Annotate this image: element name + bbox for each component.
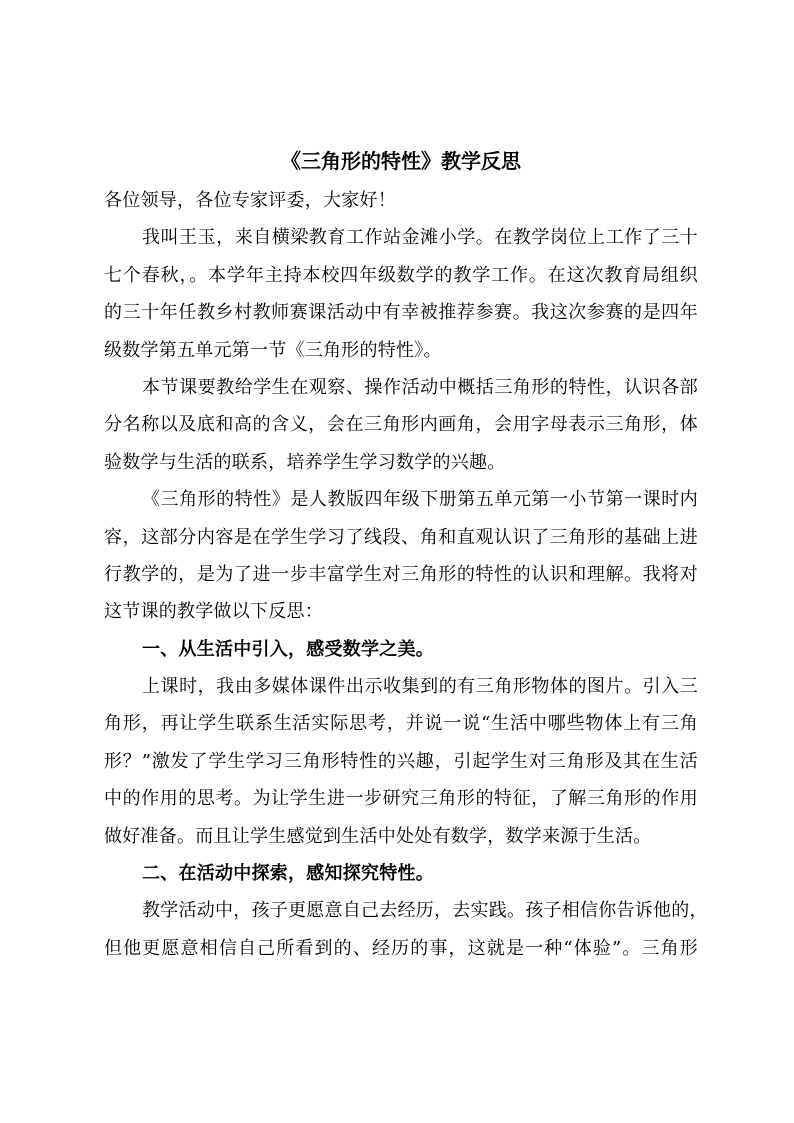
paragraph-line: 形？”激发了学生学习三角形特性的兴趣，引起学生对三角形及其在生活 xyxy=(104,750,698,772)
paragraph-line: 但他更愿意相信自己所看到的、经历的事，这就是一种“体验”。三角形 xyxy=(104,937,698,959)
paragraph-line: 验数学与生活的联系，培养学生学习数学的兴趣。 xyxy=(104,451,506,473)
paragraph-line: 七个春秋，。本学年主持本校四年级数学的教学工作。在这次教育局组织 xyxy=(104,264,698,286)
document-title: 《三角形的特性》教学反思 xyxy=(281,149,521,173)
paragraph-line: 我叫王玉，来自横梁教育工作站金滩小学。在教学岗位上工作了三十 xyxy=(142,227,698,249)
section-1-body xyxy=(104,668,698,855)
document-page xyxy=(104,148,708,967)
paragraph-objectives xyxy=(104,369,698,481)
section-heading-2: 二、在活动中探索，感知探究特性。 xyxy=(142,863,434,885)
paragraph-line: 教学活动中，孩子更愿意自己去经历，去实践。孩子相信你告诉他的， xyxy=(142,900,708,922)
greeting-line: 各位领导，各位专家评委，大家好！ xyxy=(104,190,396,211)
paragraph-line: 的三十年任教乡村教师赛课活动中有幸被推荐参赛。我这次参赛的是四年 xyxy=(104,302,698,324)
paragraph-line: 角形，再让学生联系生活实际思考，并说一说“生活中哪些物体上有三角 xyxy=(104,713,698,735)
paragraph-line: 这节课的教学做以下反思： xyxy=(104,601,323,623)
section-2-body xyxy=(104,892,708,967)
paragraph-content-overview xyxy=(104,481,698,631)
paragraph-introduction xyxy=(104,219,698,369)
paragraph-line: 上课时，我由多媒体课件出示收集到的有三角形物体的图片。引入三 xyxy=(142,676,698,698)
paragraph-line: 分名称以及底和高的含义，会在三角形内画角，会用字母表示三角形，体 xyxy=(104,414,698,436)
paragraph-line: 行教学的，是为了进一步丰富学生对三角形的特性的认识和理解。我将对 xyxy=(104,563,698,585)
paragraph-line: 《三角形的特性》是人教版四年级下册第五单元第一小节第一课时内 xyxy=(142,489,698,511)
paragraph-line: 做好准备。而且让学生感觉到生活中处处有数学，数学来源于生活。 xyxy=(104,825,652,847)
section-heading-1: 一、从生活中引入，感受数学之美。 xyxy=(142,638,434,660)
paragraph-line: 容，这部分内容是在学生学习了线段、角和直观认识了三角形的基础上进 xyxy=(104,526,698,548)
paragraph-line: 中的作用的思考。为让学生进一步研究三角形的特征，了解三角形的作用 xyxy=(104,788,698,810)
paragraph-line: 本节课要教给学生在观察、操作活动中概括三角形的特性，认识各部 xyxy=(142,376,698,398)
paragraph-line: 级数学第五单元第一节《三角形的特性》。 xyxy=(104,339,442,361)
